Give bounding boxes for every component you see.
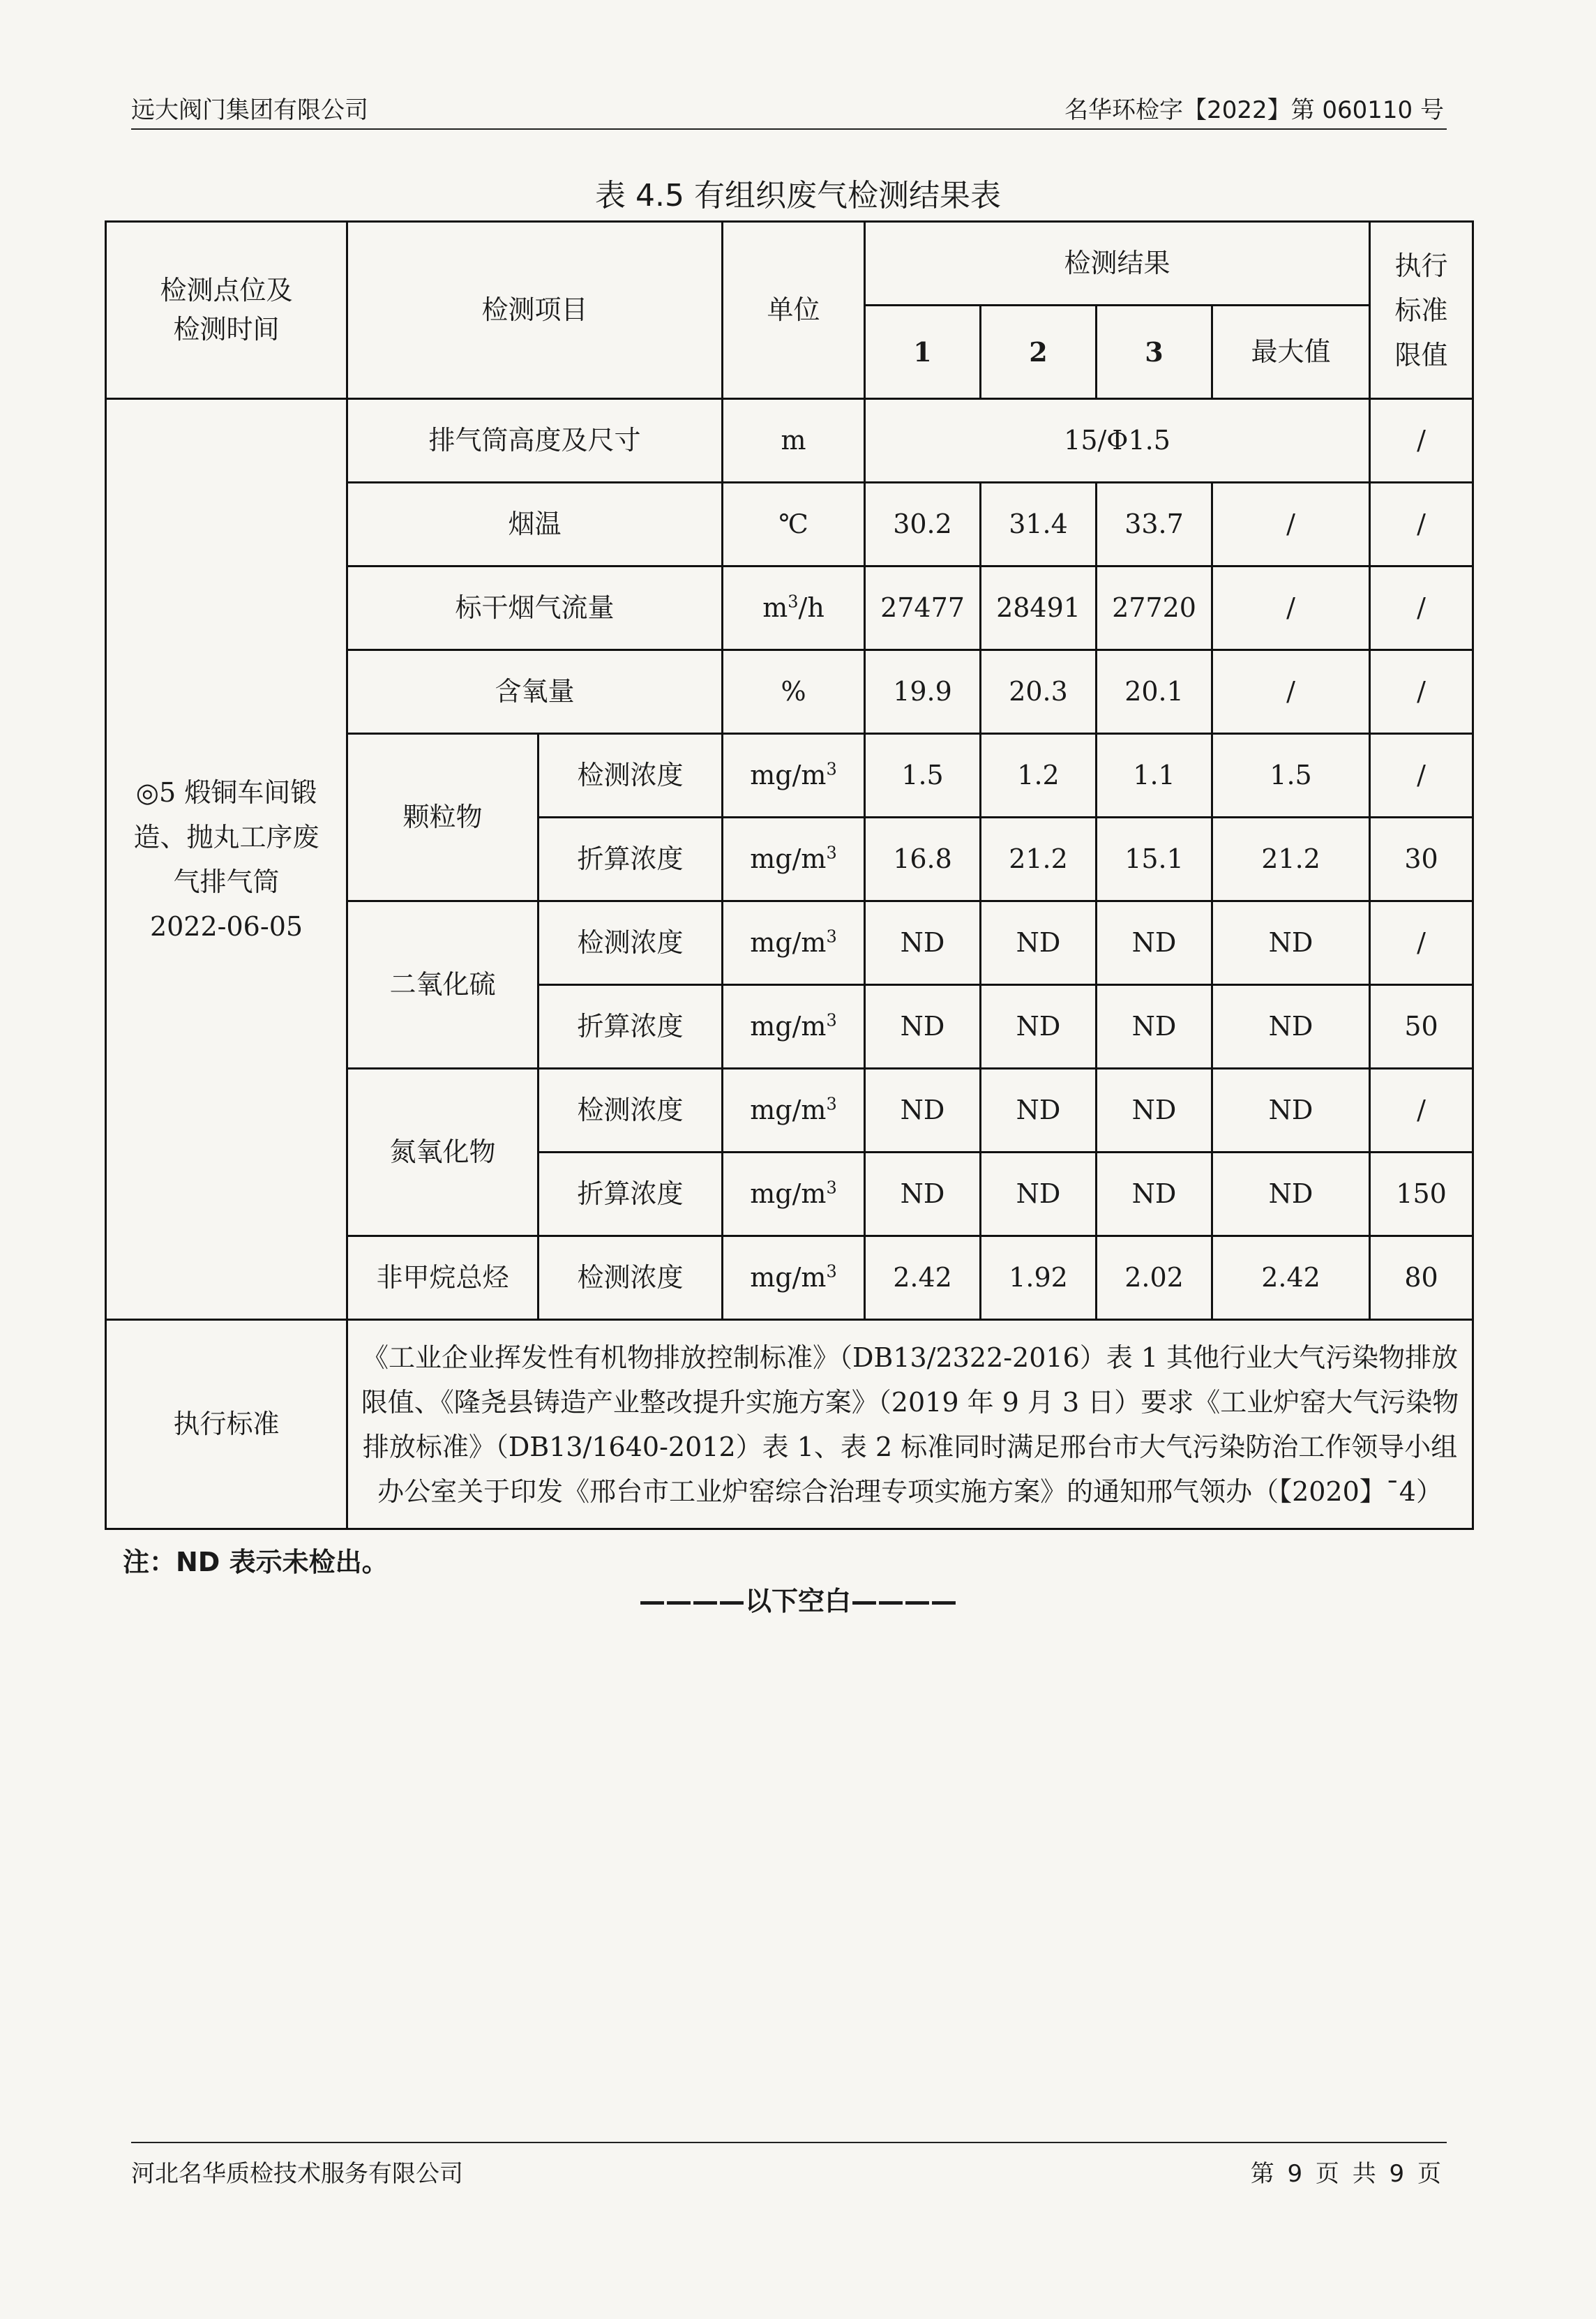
flow-max: / [1212,566,1370,650]
pm-c-v1: 16.8 [865,818,981,901]
nox-m-v3: ND [1097,1069,1212,1153]
unit-conc: $mg/m^3$ [723,1236,865,1320]
item-so2: 二氧化硫 [347,901,539,1069]
so2-m-limit: / [1370,901,1473,985]
temp-v1: 30.2 [865,483,981,566]
unit-conc: $mg/m^3$ [723,985,865,1069]
temp-max: / [1212,483,1370,566]
flow-v1: 27477 [865,566,981,650]
nox-converted-sub: 折算浓度 [539,1153,723,1236]
header-company: 远大阀门集团有限公司 [131,96,368,124]
temp-limit: / [1370,483,1473,566]
nox-c-v3: ND [1097,1153,1212,1236]
col-r3: 3 [1097,306,1212,399]
unit-height: m [723,399,865,483]
point-date: 2022-06-05 [149,910,303,942]
unit-conc: $mg/m^3$ [723,901,865,985]
pm-c-v3: 15.1 [1097,818,1212,901]
nox-m-max: ND [1212,1069,1370,1153]
footer-rule [131,2142,1447,2143]
nmhc-sub: 检测浓度 [539,1236,723,1320]
col-point: 检测点位及检测时间 [106,222,347,399]
nox-m-v2: ND [981,1069,1097,1153]
value-height: 15/Φ1.5 [865,399,1370,483]
item-pm: 颗粒物 [347,734,539,901]
col-max: 最大值 [1212,306,1370,399]
item-nmhc: 非甲烷总烃 [347,1236,539,1320]
oxygen-limit: / [1370,650,1473,734]
unit-temp: ℃ [723,483,865,566]
col-unit: 单位 [723,222,865,399]
unit-conc: $mg/m^3$ [723,734,865,818]
note: 注：ND 表示未检出。 [123,1547,389,1577]
so2-c-limit: 50 [1370,985,1473,1069]
nmhc-v1: 2.42 [865,1236,981,1320]
flow-limit: / [1370,566,1473,650]
col-results: 检测结果 [865,222,1370,306]
footer-company: 河北名华质检技术服务有限公司 [131,2160,463,2188]
table-row [106,399,1473,483]
limit-height: / [1370,399,1473,483]
nox-m-limit: / [1370,1069,1473,1153]
standard-text: 《工业企业挥发性有机物排放控制标准》（DB13/2322-2016）表 1 其他行业大气污染物排放限值、《隆尧县铸造产业整改提升实施方案》（2019 年 9 月 3 日）要求《工业炉窑大气污染物排放标准》（DB13/1640-2012）表 1、表 2 标准同时满足邢台市大气污染防治工作领导小组办公室关于印发《邢台市工业炉窑综合治理专项实施方案》的通知邢气领办（【2020】¯4） [347,1320,1473,1529]
unit-conc: $mg/m^3$ [723,1153,865,1236]
pm-m-v1: 1.5 [865,734,981,818]
so2-m-v3: ND [1097,901,1212,985]
nox-c-limit: 150 [1370,1153,1473,1236]
table-title: 表 4.5 有组织废气检测结果表 [595,178,1001,213]
nox-m-v1: ND [865,1069,981,1153]
flow-v2: 28491 [981,566,1097,650]
so2-m-v1: ND [865,901,981,985]
oxygen-max: / [1212,650,1370,734]
so2-c-v3: ND [1097,985,1212,1069]
blank-marker: ————以下空白———— [638,1586,957,1616]
col-r2: 2 [981,306,1097,399]
flow-v3: 27720 [1097,566,1212,650]
pm-converted-sub: 折算浓度 [539,818,723,901]
temp-v2: 31.4 [981,483,1097,566]
unit-conc: $mg/m^3$ [723,818,865,901]
unit-oxygen: % [723,650,865,734]
standard-row [106,1320,1473,1529]
standard-label: 执行标准 [106,1320,347,1529]
so2-converted-sub: 折算浓度 [539,985,723,1069]
pm-c-max: 21.2 [1212,818,1370,901]
item-nox: 氮氧化物 [347,1069,539,1236]
col-item: 检测项目 [347,222,723,399]
nmhc-v3: 2.02 [1097,1236,1212,1320]
results-table [105,220,1474,1530]
pm-m-v3: 1.1 [1097,734,1212,818]
pm-m-max: 1.5 [1212,734,1370,818]
pm-m-v2: 1.2 [981,734,1097,818]
oxygen-v1: 19.9 [865,650,981,734]
header-rule [131,128,1447,130]
so2-m-v2: ND [981,901,1097,985]
point-name: ◎5 煅铜车间锻造、抛丸工序废气排气筒 [133,776,319,897]
unit-flow: $m^3/h$ [723,566,865,650]
header-report-number: 名华环检字【2022】第 060110 号 [1064,96,1444,124]
so2-c-max: ND [1212,985,1370,1069]
nox-measured-sub: 检测浓度 [539,1069,723,1153]
so2-c-v1: ND [865,985,981,1069]
page-number: 第 9 页 共 9 页 [1250,2160,1444,2188]
pm-c-v2: 21.2 [981,818,1097,901]
item-oxygen: 含氧量 [347,650,723,734]
oxygen-v3: 20.1 [1097,650,1212,734]
point-cell [106,399,347,1320]
pm-measured-sub: 检测浓度 [539,734,723,818]
pm-c-limit: 30 [1370,818,1473,901]
temp-v3: 33.7 [1097,483,1212,566]
nox-c-v2: ND [981,1153,1097,1236]
so2-measured-sub: 检测浓度 [539,901,723,985]
item-temp: 烟温 [347,483,723,566]
nox-c-v1: ND [865,1153,981,1236]
so2-m-max: ND [1212,901,1370,985]
nox-c-max: ND [1212,1153,1370,1236]
item-flow: 标干烟气流量 [347,566,723,650]
oxygen-v2: 20.3 [981,650,1097,734]
unit-conc: $mg/m^3$ [723,1069,865,1153]
nmhc-limit: 80 [1370,1236,1473,1320]
item-height: 排气筒高度及尺寸 [347,399,723,483]
col-limit: 执行标准限值 [1370,222,1473,399]
col-r1: 1 [865,306,981,399]
pm-m-limit: / [1370,734,1473,818]
so2-c-v2: ND [981,985,1097,1069]
nmhc-v2: 1.92 [981,1236,1097,1320]
nmhc-max: 2.42 [1212,1236,1370,1320]
